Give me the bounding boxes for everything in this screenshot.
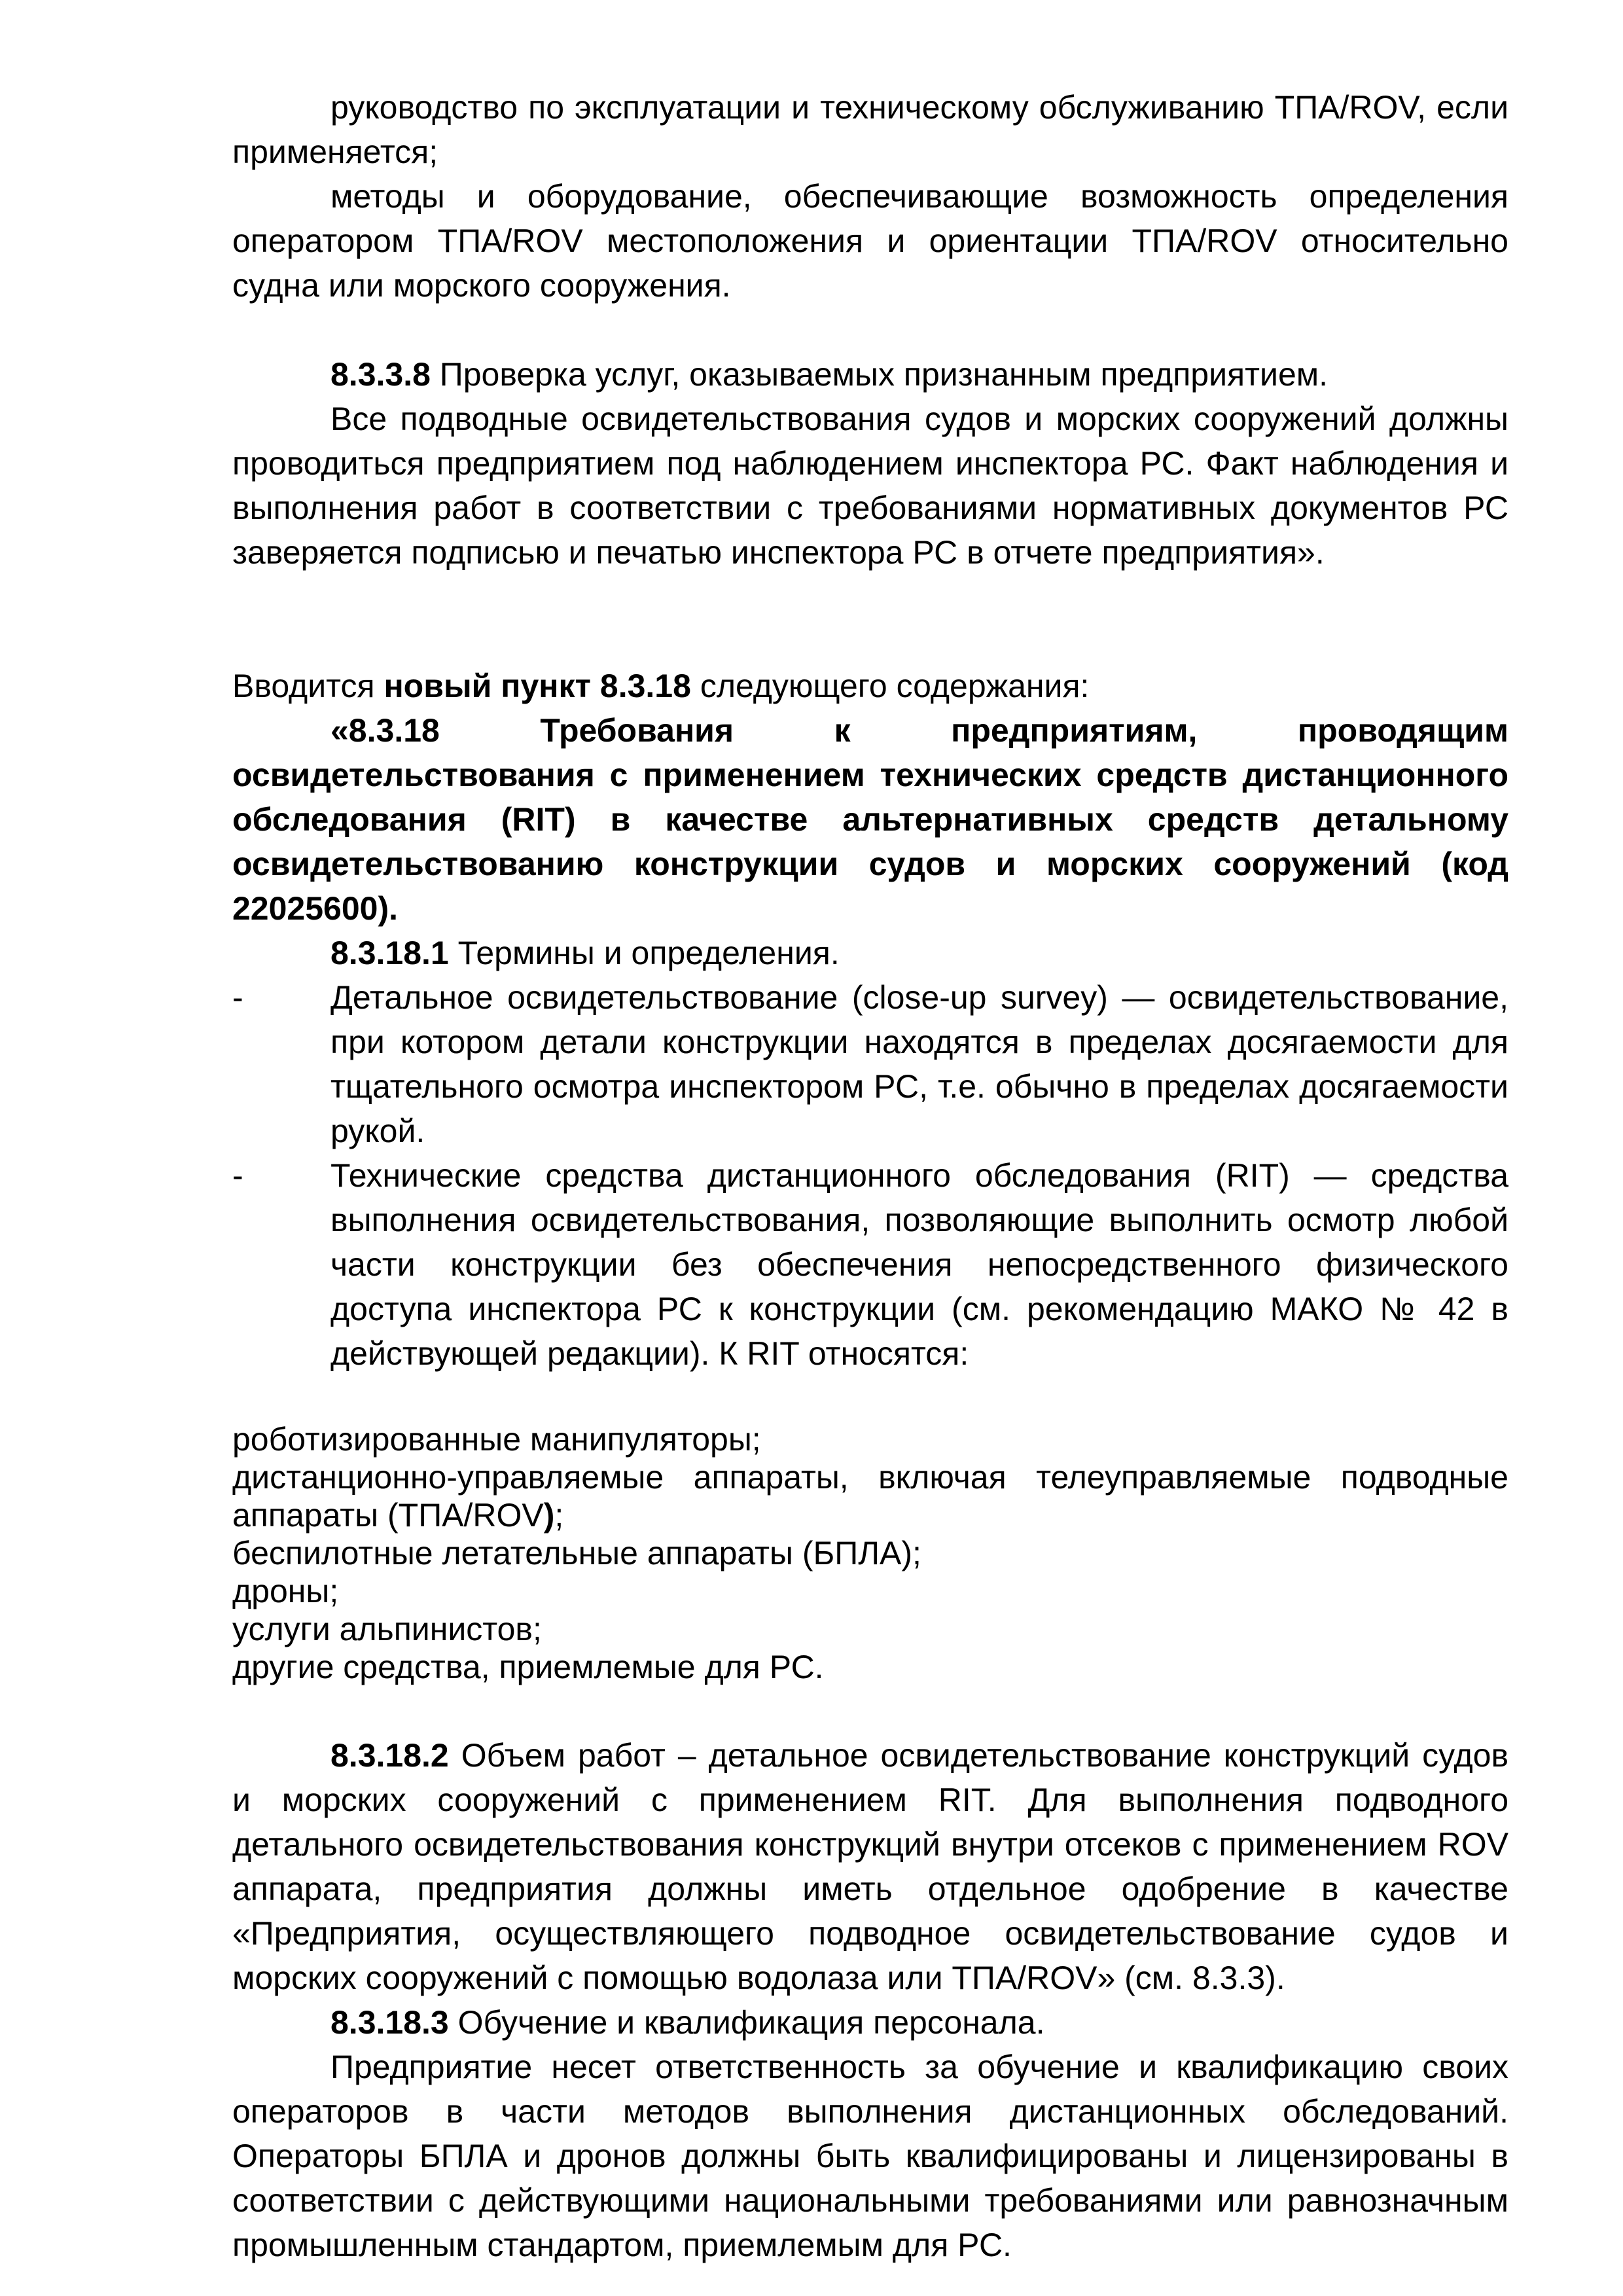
paragraph-methods: методы и оборудование, обеспечивающие возможность определения оператором ТПА/ROV местоположения и ориентации ТПА/ROV относительно судна или морского сооружения. [232,178,1508,304]
term-dash: - [232,979,243,1016]
list-item: дистанционно-управляемые аппараты, включая телеуправляемые подводные аппараты (ТПА/ROV); [232,1459,1508,1534]
term-close-up-survey [232,975,1508,1153]
section-number: 8.3.3.8 [330,356,431,393]
list-item: услуги альпинистов; [232,1611,542,1647]
section-title: Обучение и квалификация персонала. [448,2004,1045,2041]
section-8-3-3-8-heading [232,352,1508,397]
section-8-3-18-3-body: Предприятие несет ответственность за обучение и квалификацию своих операторов в части методов выполнения дистанционных обследований. Операторы БПЛА и дронов должны быть квалифицированы и лицензированы в соответствии с действующими национальными требованиями или равнозначным промышленным стандартом, приемлемым для РС. [232,2049,1508,2263]
intro-prefix: Вводится [232,668,384,704]
term-rit [232,1153,1508,1376]
section-text: Объем работ – детальное освидетельствование конструкций судов и морских сооружений с применением RIT. Для выполнения подводного детального освидетельствования конструкций внутри отсеков с применением ROV аппарата, предприятия должны иметь отдельное одобрение в качестве «Предприятия, осуществляющего подводное освидетельствование судов и морских сооружений с помощью водолаза или ТПА/ROV» (см. 8.3.3). [232,1737,1508,1996]
section-8-3-3-8-body: Все подводные освидетельствования судов и морских сооружений должны проводиться предприятием под наблюдением инспектора РС. Факт наблюдения и выполнения работ в соответствии с требованиями нормативных документов РС заверяется подписью и печатью инспектора РС в отчете предприятия». [232,401,1508,571]
section-8-3-18-2 [232,1733,1508,2000]
term-dash: - [232,1157,243,1194]
list-item: роботизированные манипуляторы; [232,1421,761,1458]
document-page [232,85,1508,2267]
list-item: другие средства, приемлемые для РС. [232,1649,824,1685]
term-text: Детальное освидетельствование (close-up survey) — освидетельствование, при котором детали конструкции находятся в пределах досягаемости для тщательного осмотра инспектором РС, т.е. обычно в пределах досягаемости рукой. [330,979,1508,1149]
list-item: дроны; [232,1573,339,1609]
section-8-3-18-1-heading [232,931,1508,975]
term-text: Технические средства дистанционного обследования (RIT) — средства выполнения освидетельствования, позволяющие выполнить осмотр любой части конструкции без обеспечения непосредственного физического доступа инспектора РС к конструкции (см. рекомендацию МАКО № 42 в действующей редакции). К RIT относятся: [330,1157,1508,1372]
section-title: Термины и определения. [448,935,840,971]
section-8-3-18-3-heading [232,2000,1508,2045]
intro-suffix: следующего содержания: [690,668,1090,704]
section-number: 8.3.18.3 [330,2004,449,2041]
paragraph-manual: руководство по эксплуатации и техническому обслуживанию ТПА/ROV, если применяется; [232,89,1508,170]
section-number: 8.3.18.1 [330,935,449,971]
intro-line [232,664,1508,708]
section-8-3-18-heading: «8.3.18 Требования к предприятиям, проводящим освидетельствования с применением технических средств дистанционного обследования (RIT) в качестве альтернативных средств детальному освидетельствованию конструкции судов и морских сооружений (код 22025600). [232,712,1508,927]
section-title: Проверка услуг, оказываемых признанным предприятием. [430,356,1329,393]
rit-list [232,1420,1508,1686]
section-number: 8.3.18.2 [330,1737,449,1774]
list-item: беспилотные летательные аппараты (БПЛА); [232,1535,921,1571]
intro-bold: новый пункт 8.3.18 [383,668,691,704]
